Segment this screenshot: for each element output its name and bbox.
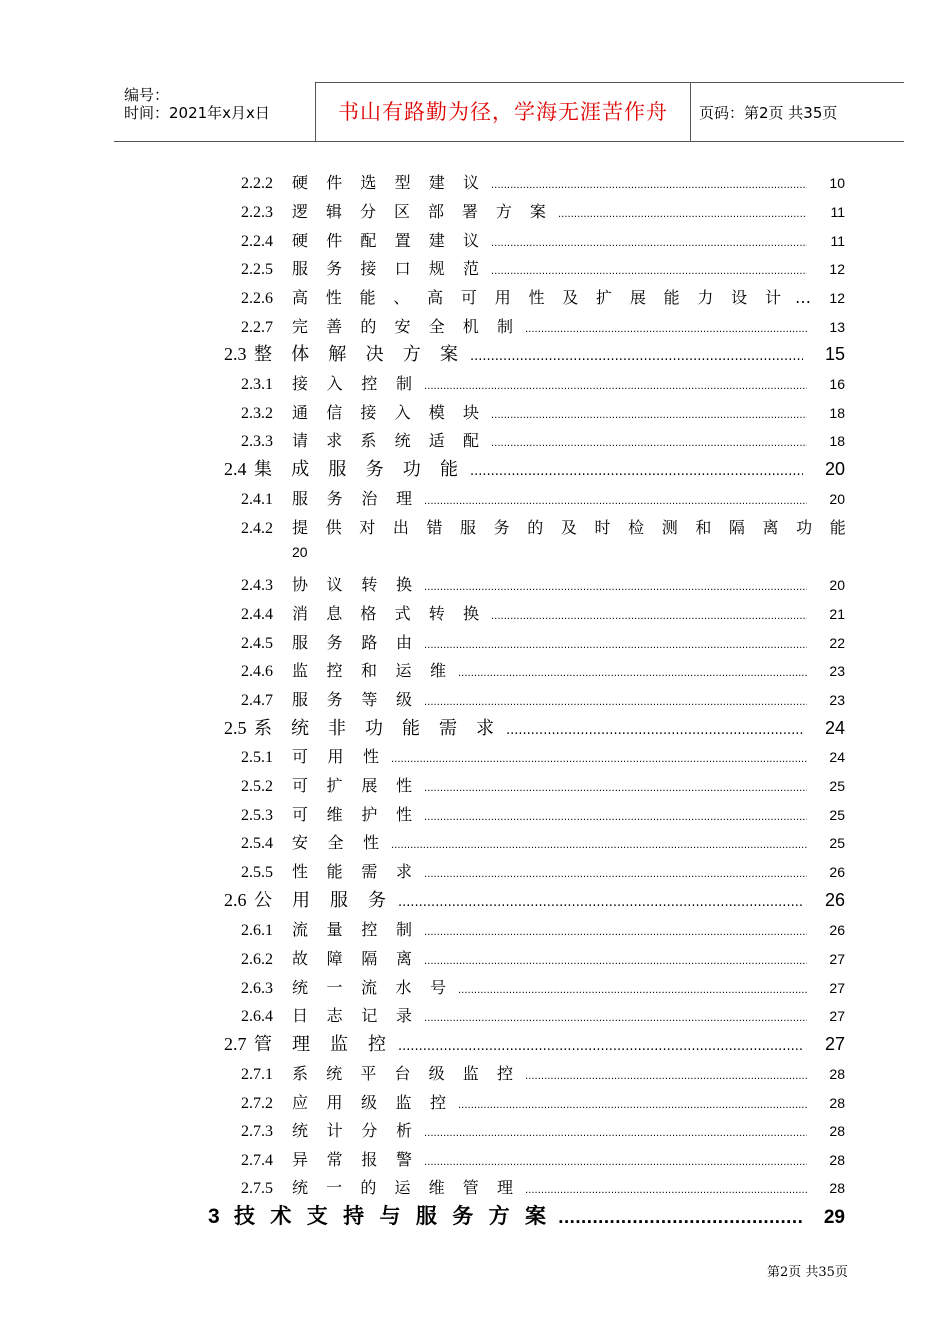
toc-leader-dots <box>491 180 807 191</box>
toc-leader-dots <box>424 640 807 651</box>
toc-entry-page: 23 <box>829 692 845 708</box>
toc-entry-2-7-4[interactable] <box>241 1147 845 1171</box>
toc-entry-title: 服 务 治 理 <box>292 489 412 508</box>
toc-entry-number: 2.4 <box>224 459 247 479</box>
toc-entry-page: 21 <box>829 606 845 622</box>
toc-leader-dots <box>470 349 803 364</box>
toc-entry-2-3-2[interactable] <box>241 400 845 424</box>
toc-leader-dots <box>525 1071 807 1082</box>
toc-entry-number: 2.6.4 <box>241 1008 273 1025</box>
toc-entry-number: 2.7.5 <box>241 1180 273 1197</box>
toc-entry-title: 技 术 支 持 与 服 务 方 案 <box>234 1204 546 1228</box>
toc-entry-title: 硬 件 配 置 建 议 <box>292 231 479 250</box>
toc-leader-dots <box>398 895 803 910</box>
toc-entry-title: 管 理 监 控 <box>254 1034 386 1055</box>
toc-leader-dots <box>558 1209 803 1227</box>
toc-entry-title: 统 计 分 析 <box>292 1121 412 1140</box>
toc-entry-title: 服 务 接 口 规 范 <box>292 259 479 278</box>
toc-entry-number: 2.7.4 <box>241 1152 273 1169</box>
toc-entry-page: 22 <box>829 635 845 651</box>
toc-entry-page: 25 <box>829 807 845 823</box>
toc-entry-title: 协 议 转 换 <box>292 575 412 594</box>
toc-entry-2-2-2[interactable] <box>241 170 845 194</box>
toc-entry-number: 2.7.3 <box>241 1123 273 1140</box>
toc-entry-page: 16 <box>829 376 845 392</box>
toc-entry-2-3-1[interactable] <box>241 371 845 395</box>
toc-entry-page: 27 <box>829 951 845 967</box>
toc-entry-title: 异 常 报 警 <box>292 1150 412 1169</box>
toc-entry-page: 15 <box>824 344 845 364</box>
toc-entry-number: 2.7.2 <box>241 1095 273 1112</box>
toc-entry-number: 2.5.5 <box>241 864 273 881</box>
toc-entry-page: 24 <box>829 749 845 765</box>
toc-entry-number: 2.2.3 <box>241 204 273 221</box>
toc-entry-page: 25 <box>829 835 845 851</box>
toc-entry-2-7-2[interactable] <box>241 1090 845 1114</box>
toc-entry-number: 2.3.2 <box>241 405 273 422</box>
toc-entry-ellipsis: … <box>795 288 811 307</box>
toc-leader-dots <box>424 582 807 593</box>
toc-leader-dots <box>506 723 803 738</box>
toc-entry-title: 故 障 隔 离 <box>292 949 412 968</box>
toc-entry-2-6-1[interactable] <box>241 917 845 941</box>
toc-entry-number: 2.5 <box>224 718 247 738</box>
toc-entry-2-7[interactable] <box>224 1030 845 1056</box>
toc-entry-number: 2.4.4 <box>241 606 273 623</box>
toc-leader-dots <box>491 266 807 277</box>
toc-entry-number: 2.6 <box>224 890 247 910</box>
toc-entry-2-4-6[interactable] <box>241 658 845 682</box>
toc-leader-dots <box>424 496 807 507</box>
toc-entry-title: 逻 辑 分 区 部 署 方 案 <box>292 202 546 221</box>
toc-leader-dots <box>424 927 807 938</box>
toc-entry-2-5[interactable] <box>224 714 845 740</box>
toc-entry-2-2-5[interactable] <box>241 256 845 280</box>
toc-entry-2-2-4[interactable] <box>241 228 845 252</box>
toc-entry-page: 11 <box>830 204 845 220</box>
toc-entry-number: 2.5.1 <box>241 749 273 766</box>
toc-entry-page: 28 <box>829 1152 845 1168</box>
toc-leader-dots <box>458 1100 807 1111</box>
toc-leader-dots <box>525 324 807 335</box>
toc-leader-dots <box>424 783 807 794</box>
toc-entry-number: 2.5.3 <box>241 807 273 824</box>
toc-entry-title: 可 用 性 <box>292 747 379 766</box>
toc-entry-title: 日 志 记 录 <box>292 1006 412 1025</box>
toc-leader-dots <box>470 464 803 479</box>
toc-entry-number: 2.7.1 <box>241 1066 273 1083</box>
toc-leader-dots <box>391 840 807 851</box>
toc-entry-page: 28 <box>829 1066 845 1082</box>
toc-leader-dots <box>424 869 807 880</box>
toc-entry-2-4-1[interactable] <box>241 486 845 510</box>
toc-entry-page: 28 <box>829 1123 845 1139</box>
toc-entry-number: 2.4.2 <box>241 520 273 537</box>
toc-entry-page: 26 <box>829 864 845 880</box>
toc-entry-page: 10 <box>829 175 845 191</box>
header-time-label: 时间：2021年x月x日 <box>124 104 270 122</box>
toc-leader-dots <box>398 1039 803 1054</box>
toc-entry-page: 20 <box>824 459 845 479</box>
toc-entry-page: 25 <box>829 778 845 794</box>
header-code-label: 编号： <box>124 86 170 104</box>
toc-entry-page: 29 <box>823 1207 845 1228</box>
toc-entry-2-7-5[interactable] <box>241 1175 845 1199</box>
toc-entry-2-2-3[interactable] <box>241 199 845 223</box>
toc-entry-number: 2.5.2 <box>241 778 273 795</box>
toc-entry-page: 13 <box>829 319 845 335</box>
toc-entry-title: 消 息 格 式 转 换 <box>292 604 479 623</box>
footer-page-info: 第2页 共35页 <box>767 1265 848 1280</box>
toc-entry-title: 可 扩 展 性 <box>292 776 412 795</box>
toc-entry-2-6[interactable] <box>224 886 845 912</box>
toc-entry-2-7-3[interactable] <box>241 1118 845 1142</box>
toc-entry-2-5-1[interactable] <box>241 744 845 768</box>
toc-entry-number: 2.6.2 <box>241 951 273 968</box>
toc-entry-2-6-3[interactable] <box>241 975 845 999</box>
toc-entry-page: 27 <box>829 980 845 996</box>
toc-entry-title: 系 统 非 功 能 需 求 <box>254 718 494 739</box>
toc-entry-2-4-4[interactable] <box>241 601 845 625</box>
toc-leader-dots <box>491 438 807 449</box>
toc-entry-title: 通 信 接 入 模 块 <box>292 403 479 422</box>
toc-entry-page: 20 <box>292 544 308 560</box>
toc-entry-title: 系 统 平 台 级 监 控 <box>292 1064 513 1083</box>
toc-entry-2-2-7[interactable] <box>241 314 845 338</box>
toc-entry-2-5-2[interactable] <box>241 773 845 797</box>
toc-entry-2-4-5[interactable] <box>241 630 845 654</box>
toc-leader-dots <box>458 668 807 679</box>
toc-entry-number: 2.4.3 <box>241 577 273 594</box>
toc-entry-number: 2.5.4 <box>241 835 273 852</box>
toc-entry-number: 2.4.6 <box>241 663 273 680</box>
toc-entry-2-5-3[interactable] <box>241 802 845 826</box>
toc-entry-title: 监 控 和 运 维 <box>292 661 446 680</box>
toc-entry-title: 集 成 服 务 功 能 <box>254 459 458 480</box>
toc-entry-page: 18 <box>829 405 845 421</box>
toc-entry-page: 20 <box>829 577 845 593</box>
toc-entry-page: 23 <box>829 663 845 679</box>
toc-leader-dots <box>391 754 807 765</box>
toc-leader-dots <box>424 381 807 392</box>
toc-leader-dots <box>424 1013 807 1024</box>
toc-entry-number: 2.2.4 <box>241 233 273 250</box>
toc-entry-2-4-2[interactable] <box>241 515 846 560</box>
toc-entry-title: 可 维 护 性 <box>292 805 412 824</box>
toc-entry-page: 26 <box>824 890 845 910</box>
toc-entry-page: 28 <box>829 1095 845 1111</box>
toc-entry-2-3-3[interactable] <box>241 428 845 452</box>
toc-entry-title: 统 一 流 水 号 <box>292 978 446 997</box>
toc-entry-title: 服 务 路 由 <box>292 633 412 652</box>
toc-entry-title: 安 全 性 <box>292 833 379 852</box>
toc-leader-dots <box>491 238 807 249</box>
toc-leader-dots <box>424 1157 807 1168</box>
toc-entry-page: 27 <box>824 1034 845 1054</box>
toc-entry-number: 2.4.5 <box>241 635 273 652</box>
toc-entry-2-6-2[interactable] <box>241 946 845 970</box>
toc-entry-title: 流 量 控 制 <box>292 920 412 939</box>
toc-entry-page: 12 <box>829 261 845 277</box>
header-meta <box>124 86 270 122</box>
toc-entry-title: 应 用 级 监 控 <box>292 1093 446 1112</box>
toc-entry-title: 硬 件 选 型 建 议 <box>292 173 479 192</box>
header-motto: 书山有路勤为径，学海无涯苦作舟 <box>338 100 668 124</box>
toc-entry-2-4[interactable] <box>224 455 845 481</box>
toc-entry-title: 整 体 解 决 方 案 <box>254 344 458 365</box>
toc-entry-2-5-4[interactable] <box>241 830 845 854</box>
toc-entry-number: 2.4.1 <box>241 491 273 508</box>
toc-entry-page: 27 <box>829 1008 845 1024</box>
toc-entry-page: 18 <box>829 433 845 449</box>
toc-entry-title: 请 求 系 统 适 配 <box>292 431 479 450</box>
header-top-rule <box>315 82 904 83</box>
toc-entry-number: 2.2.7 <box>241 319 273 336</box>
toc-leader-dots <box>424 1128 807 1139</box>
toc-leader-dots <box>424 697 807 708</box>
toc-entry-number: 2.2.2 <box>241 175 273 192</box>
toc-leader-dots <box>558 209 807 220</box>
toc-entry-number: 2.3.1 <box>241 376 273 393</box>
toc-entry-title: 性 能 需 求 <box>292 862 412 881</box>
toc-entry-number: 2.2.5 <box>241 261 273 278</box>
toc-entry-3[interactable] <box>208 1200 845 1230</box>
toc-entry-title: 完 善 的 安 全 机 制 <box>292 317 513 336</box>
toc-entry-number: 2.4.7 <box>241 692 273 709</box>
toc-entry-2-3[interactable] <box>224 340 845 366</box>
toc-entry-page: 28 <box>829 1180 845 1196</box>
toc-entry-page: 12 <box>829 290 845 306</box>
toc-entry-2-4-7[interactable] <box>241 687 845 711</box>
toc-leader-dots <box>424 956 807 967</box>
toc-entry-number: 2.7 <box>224 1034 247 1054</box>
toc-entry-title: 提 供 对 出 错 服 务 的 及 时 检 测 和 隔 离 功 能 <box>292 518 846 537</box>
toc-entry-number: 2.3 <box>224 344 247 364</box>
toc-entry-number: 2.6.1 <box>241 922 273 939</box>
toc-entry-page: 26 <box>829 922 845 938</box>
header-page-info: 页码：第2页 共35页 <box>699 104 838 122</box>
toc-entry-2-2-6[interactable] <box>241 285 845 309</box>
toc-entry-number: 2.3.3 <box>241 433 273 450</box>
toc-entry-2-4-3[interactable] <box>241 572 845 596</box>
toc-leader-dots <box>458 985 807 996</box>
toc-leader-dots <box>525 1185 807 1196</box>
toc-entry-title: 统 一 的 运 维 管 理 <box>292 1178 513 1197</box>
toc-entry-2-5-5[interactable] <box>241 859 845 883</box>
toc-entry-title: 服 务 等 级 <box>292 690 412 709</box>
toc-entry-2-7-1[interactable] <box>241 1061 845 1085</box>
toc-leader-dots <box>424 812 807 823</box>
toc-entry-page: 20 <box>829 491 845 507</box>
toc-entry-title: 接 入 控 制 <box>292 374 412 393</box>
toc-entry-title: 公 用 服 务 <box>254 890 386 911</box>
toc-leader-dots <box>491 410 807 421</box>
header-bottom-rule <box>114 141 904 142</box>
toc-entry-title: 高 性 能 、 高 可 用 性 及 扩 展 能 力 设 计 <box>292 288 781 307</box>
toc-entry-page: 24 <box>824 718 845 738</box>
toc-leader-dots <box>491 611 807 622</box>
toc-entry-number: 2.2.6 <box>241 290 273 307</box>
toc-entry-2-6-4[interactable] <box>241 1003 845 1027</box>
toc-entry-page: 11 <box>830 233 845 249</box>
toc-entry-number: 2.6.3 <box>241 980 273 997</box>
toc-entry-number: 3 <box>208 1205 220 1228</box>
